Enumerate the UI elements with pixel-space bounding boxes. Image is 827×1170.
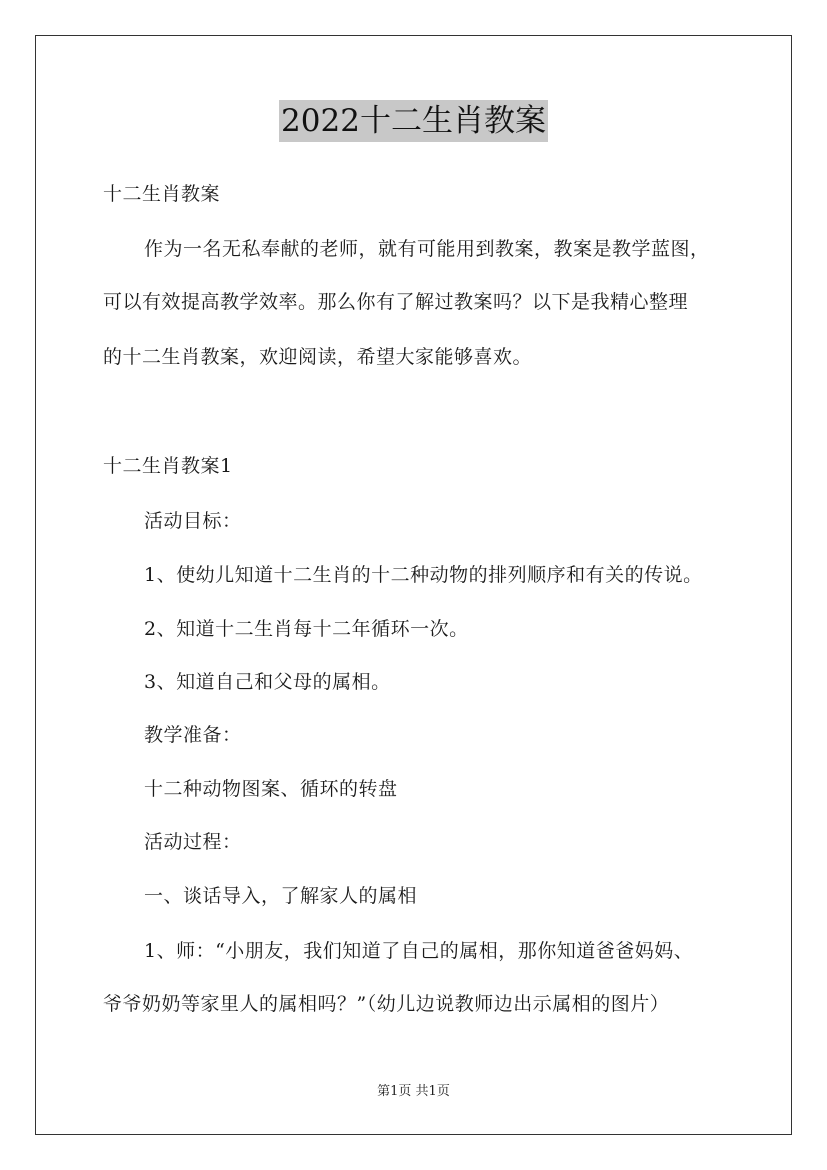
section-heading: 十二生肖教案 — [103, 183, 221, 205]
title-container — [0, 100, 827, 142]
document-title: 2022十二生肖教案 — [279, 100, 548, 142]
intro-line-2: 可以有效提高教学效率。那么你有了解过教案吗？以下是我精心整理 — [103, 291, 689, 313]
page-footer: 第1页 共1页 — [377, 1084, 450, 1099]
preparation-text: 十二种动物图案、循环的转盘 — [144, 778, 398, 800]
process-label: 活动过程： — [144, 831, 242, 853]
goal-item-3: 3、知道自己和父母的属相。 — [144, 671, 391, 693]
process-line-2: 爷爷奶奶等家里人的属相吗？”（幼儿边说教师边出示属相的图片） — [103, 993, 670, 1015]
goal-item-1: 1、使幼儿知道十二生肖的十二种动物的排列顺序和有关的传说。 — [144, 564, 703, 586]
goals-label: 活动目标： — [144, 510, 242, 532]
intro-line-3: 的十二生肖教案，欢迎阅读，希望大家能够喜欢。 — [103, 346, 533, 368]
intro-line-1: 作为一名无私奉献的老师，就有可能用到教案，教案是教学蓝图， — [144, 238, 710, 260]
goal-item-2: 2、知道十二生肖每十二年循环一次。 — [144, 618, 469, 640]
lesson-heading: 十二生肖教案1 — [103, 455, 233, 477]
process-line-1: 1、师：“小朋友，我们知道了自己的属相，那你知道爸爸妈妈、 — [144, 940, 694, 962]
process-step-heading: 一、谈话导入，了解家人的属相 — [144, 885, 418, 907]
preparation-label: 教学准备： — [144, 724, 242, 746]
